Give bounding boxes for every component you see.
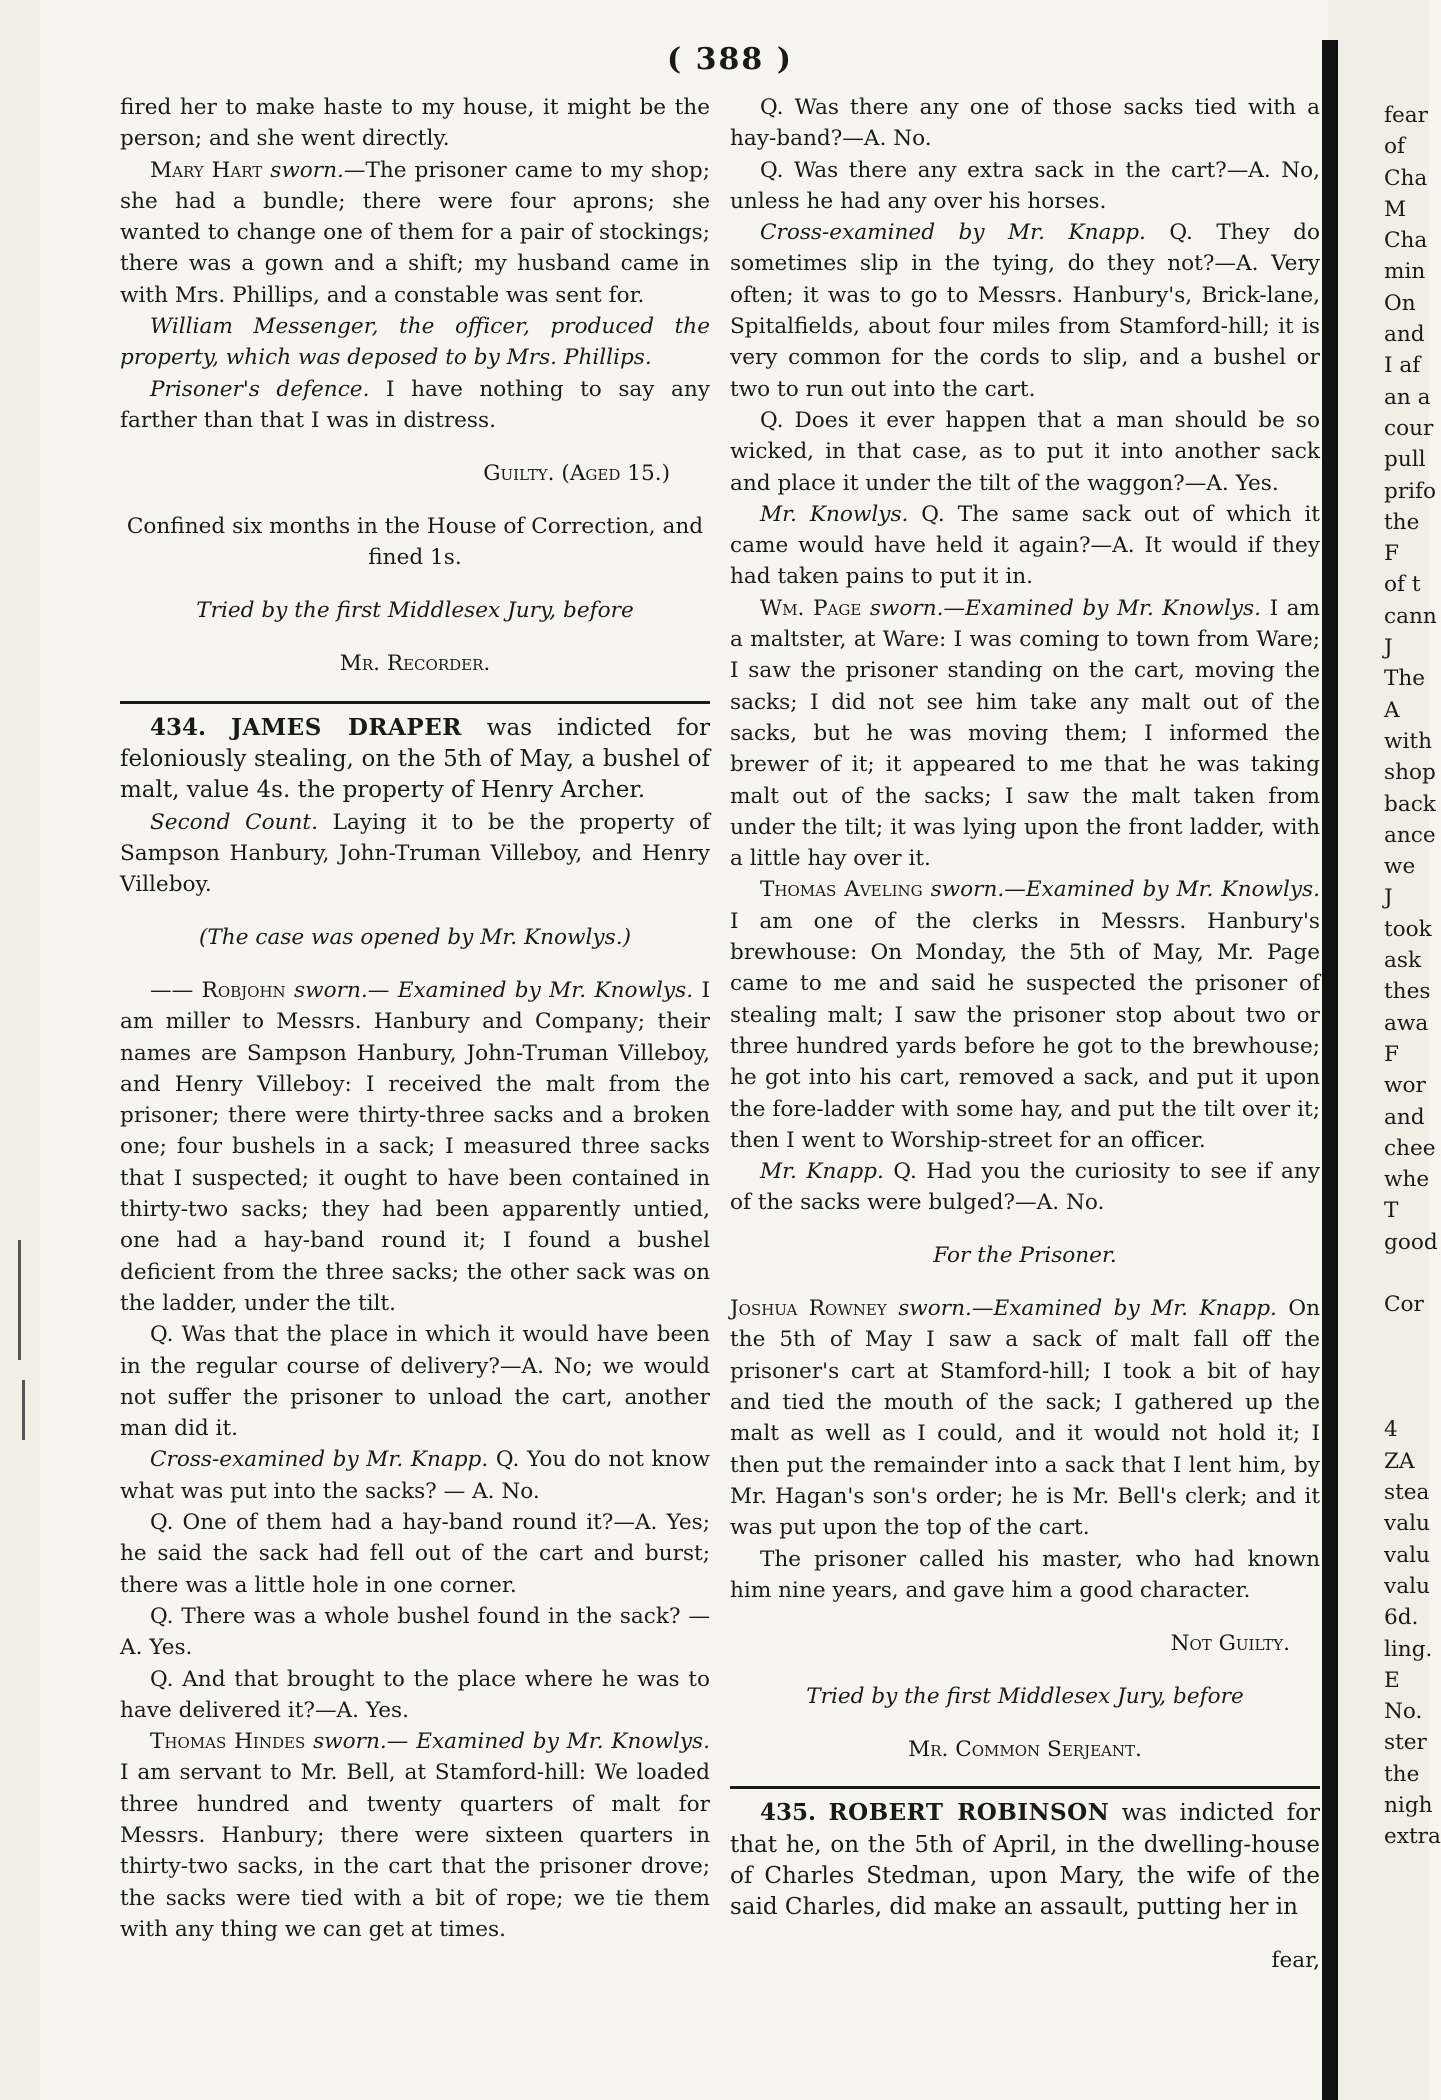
question-answer: Q. You do not know what was put into the sacks? — A. No. bbox=[120, 1447, 710, 1504]
sworn-label: sworn.— Examined by Mr. Knowlys. bbox=[305, 1729, 710, 1755]
paragraph: The prisoner called his master, who had known him nine years, and gave him a good character. bbox=[730, 1546, 1320, 1603]
case-opened-note: (The case was opened by Mr. Knowlys.) bbox=[198, 925, 632, 951]
edge-fragment: 4 bbox=[1384, 1417, 1398, 1443]
question-answer: Q. Was that the place in which it would have been in the regular course of delivery?—A. No; we would not suffer the prisoner to unload the cart, another man did it. bbox=[120, 1322, 710, 1442]
edge-fragment: thes bbox=[1384, 979, 1431, 1005]
witness-name: —— Robjohn bbox=[150, 977, 286, 1003]
tried-by: Tried by the first Middlesex Jury, before bbox=[196, 597, 634, 623]
testimony: I am servant to Mr. Bell, at Stamford-hill: We loaded three hundred and twenty quarters of malt for Messrs. Hanbury; there were sixteen quarters in thirty-two sacks, in the cart that the prisoner drove; the sacks were tied with a bit of rope; we tie them with any thing we can get at times. bbox=[120, 1760, 710, 1942]
section-rule bbox=[120, 701, 710, 704]
edge-fragment: ZA bbox=[1384, 1448, 1415, 1474]
facing-page-fragments bbox=[1384, 100, 1441, 1853]
paragraph bbox=[120, 1444, 710, 1507]
binding-shadow bbox=[1322, 40, 1338, 2100]
edge-fragment bbox=[1384, 1258, 1429, 1289]
edge-fragment: cann bbox=[1384, 603, 1437, 629]
case-number: 434. bbox=[150, 713, 207, 741]
case-heading bbox=[120, 712, 710, 807]
catchword: fear, bbox=[1271, 1948, 1320, 1974]
witness-name: Joshua Rowney bbox=[730, 1296, 887, 1322]
edge-fragment: ask bbox=[1384, 948, 1422, 974]
question-answer: Q. Had you the curiosity to see if any of the sacks were bulged?—A. No. bbox=[730, 1159, 1320, 1216]
sworn-label: sworn. bbox=[262, 157, 344, 183]
edge-mark bbox=[22, 1380, 25, 1440]
page-number: ( 388 ) bbox=[667, 42, 793, 77]
edge-fragment: cour bbox=[1384, 415, 1434, 441]
right-column bbox=[730, 92, 1320, 1998]
edge-fragment: an a bbox=[1384, 384, 1431, 410]
paragraph: William Messenger, the officer, produced the property, which was deposed to by Mrs. Phillips. bbox=[120, 314, 710, 371]
edge-fragment: ster bbox=[1384, 1730, 1427, 1756]
edge-fragment: No. bbox=[1384, 1699, 1423, 1725]
sentence: Confined six months in the House of Correction, and fined 1s. bbox=[126, 513, 704, 571]
case-number: 435. bbox=[760, 1799, 817, 1827]
edge-fragment: 6d. bbox=[1384, 1605, 1419, 1631]
indictment: was indicted for feloniously stealing, on the 5th of May, a bushel of malt, value 4s. the property of Henry Archer. bbox=[120, 714, 710, 804]
paragraph bbox=[730, 874, 1320, 1156]
edge-fragment bbox=[1384, 1321, 1429, 1352]
edge-fragment: of bbox=[1384, 134, 1405, 160]
edge-mark bbox=[18, 1240, 21, 1360]
paragraph bbox=[120, 975, 710, 1319]
question-answer: Q. Does it ever happen that a man should be so wicked, in that case, as to put it into another sack and place it under the tilt of the waggon?—A. Yes. bbox=[730, 407, 1320, 496]
edge-fragment: took bbox=[1384, 916, 1432, 942]
section-subheading: For the Prisoner. bbox=[933, 1243, 1117, 1269]
paragraph bbox=[120, 1726, 710, 1945]
edge-fragment: ance bbox=[1384, 822, 1436, 848]
edge-fragment: valu bbox=[1384, 1542, 1430, 1568]
defendant-name: ROBERT ROBINSON bbox=[828, 1799, 1110, 1827]
edge-fragment: ling. bbox=[1384, 1636, 1433, 1662]
paragraph bbox=[120, 155, 710, 311]
edge-fragment: of t bbox=[1384, 572, 1421, 598]
edge-fragment: F bbox=[1384, 1041, 1399, 1067]
count-label: Second Count. bbox=[150, 809, 318, 835]
tried-by: Tried by the first Middlesex Jury, before bbox=[806, 1683, 1244, 1709]
indictment: was indicted for that he, on the 5th of April, in the dwelling-house of Charles Stedman, upon Mary, the wife of the said Charles, did make an assault, putting her in bbox=[730, 1800, 1321, 1921]
paragraph bbox=[120, 807, 710, 901]
question-answer: Q. Was there any extra sack in the cart?—A. No, unless he had any over his horses. bbox=[730, 157, 1320, 214]
edge-fragment: valu bbox=[1384, 1511, 1430, 1537]
edge-fragment: valu bbox=[1384, 1573, 1430, 1599]
counsel-label: Mr. Knapp. bbox=[760, 1159, 884, 1185]
paragraph bbox=[730, 593, 1320, 875]
witness-name: Thomas Hindes bbox=[150, 1729, 306, 1755]
counsel-label: Mr. Knowlys. bbox=[760, 501, 909, 527]
edge-fragment: J bbox=[1384, 635, 1393, 661]
question-answer: Q. There was a whole bushel found in the sack? —A. Yes. bbox=[120, 1603, 710, 1661]
left-column bbox=[120, 92, 710, 1945]
section-rule bbox=[730, 1786, 1320, 1789]
cross-exam-label: Cross-examined by Mr. Knapp. bbox=[150, 1447, 489, 1473]
count-text: Laying it to be the property of Sampson Hanbury, John-Truman Villeboy, and Henry Villeboy. bbox=[120, 809, 711, 898]
cross-exam-label: Cross-examined by Mr. Knapp. bbox=[760, 220, 1146, 246]
edge-fragment: J bbox=[1384, 885, 1393, 911]
testimony: I am a maltster, at Ware: I was coming to town from Ware; I saw the prisoner standing on the cart, moving the sacks; I did not see him take any malt out of the sacks, but he was moving them; I informed the brewer of it; it appeared to me that he was taking malt out of the sacks; I saw the malt taken from under the tilt; it was lying upon the front ladder, with a little hay over it. bbox=[730, 595, 1321, 872]
edge-fragment: Cha bbox=[1384, 228, 1428, 254]
verdict: Not Guilty. bbox=[1170, 1630, 1290, 1656]
question-answer: Q. And that brought to the place where he was to have delivered it?—A. Yes. bbox=[120, 1666, 710, 1723]
paragraph bbox=[730, 1156, 1320, 1219]
sworn-label: sworn.—Examined by Mr. Knowlys. bbox=[861, 595, 1262, 621]
sworn-label: sworn.—Examined by Mr. Knapp. bbox=[886, 1296, 1277, 1322]
edge-fragment: I af bbox=[1384, 353, 1421, 379]
edge-fragment: E bbox=[1384, 1667, 1400, 1693]
defendant-name: JAMES DRAPER bbox=[231, 713, 462, 741]
edge-fragment: stea bbox=[1384, 1480, 1430, 1506]
question-answer: Q. The same sack out of which it came would have held it again?—A. It would if they had taken pains to put it in. bbox=[730, 501, 1320, 590]
edge-fragment: fear bbox=[1384, 103, 1428, 128]
verdict: Guilty. (Aged 15.) bbox=[483, 460, 670, 486]
judge: Mr. Common Serjeant. bbox=[908, 1736, 1142, 1762]
sworn-label: sworn.—Examined by Mr. Knowlys. bbox=[922, 877, 1321, 903]
edge-fragment: the bbox=[1384, 509, 1420, 535]
testimony: I am miller to Messrs. Hanbury and Company; their names are Sampson Hanbury, John-Truman Villeboy, and Henry Villeboy: I received the malt from the prisoner; there were thirty-three sacks and a broken one; four bushels in a sack; I measured three sacks that I suspected; it ought to have been contained in thirty-two sacks; they had been apparently untied, one had a hay-band round it; I found a bushel deficient from the three sacks; the other sack was on the ladder, under the tilt. bbox=[120, 977, 710, 1316]
edge-fragment: wor bbox=[1384, 1073, 1426, 1099]
edge-fragment: The bbox=[1384, 666, 1426, 692]
paragraph bbox=[120, 374, 710, 437]
paragraph bbox=[730, 1293, 1320, 1543]
edge-fragment: Cha bbox=[1384, 165, 1428, 191]
edge-fragment: the bbox=[1384, 1761, 1420, 1787]
edge-fragment: good bbox=[1384, 1229, 1438, 1255]
paragraph: fired her to make haste to my house, it might be the person; and she went directly. bbox=[120, 95, 710, 152]
testimony: I am one of the clerks in Messrs. Hanbury's brewhouse: On Monday, the 5th of May, Mr. Page came to me and said he suspected the prisoner of stealing malt; I saw the prisoner stop about two or three hundred yards before he got to the brewhouse; he got into his cart, removed a sack, and put it upon the fore-ladder with some hay, and put the tilt over it; then I went to Worship-street for an officer. bbox=[730, 908, 1320, 1153]
left-page-edge bbox=[0, 0, 40, 2100]
edge-fragment: T bbox=[1384, 1198, 1399, 1224]
edge-fragment: prifo bbox=[1384, 478, 1437, 504]
edge-fragment: min bbox=[1384, 259, 1426, 285]
edge-fragment: extra bbox=[1384, 1824, 1441, 1850]
defence-text: I have nothing to say any farther than that I was in distress. bbox=[120, 376, 711, 433]
defence-label: Prisoner's defence. bbox=[150, 376, 370, 402]
edge-fragment: and bbox=[1384, 322, 1425, 348]
judge: Mr. Recorder. bbox=[339, 650, 491, 676]
edge-fragment: and bbox=[1384, 1104, 1425, 1130]
edge-fragment: we bbox=[1384, 854, 1416, 880]
edge-fragment: pull bbox=[1384, 447, 1426, 473]
paragraph bbox=[730, 499, 1320, 593]
paragraph bbox=[730, 217, 1320, 405]
question-answer: Q. Was there any one of those sacks tied with a hay-band?—A. No. bbox=[730, 95, 1320, 152]
edge-fragment bbox=[1384, 1352, 1429, 1383]
question-answer: Q. They do sometimes slip in the tying, do they not?—A. Very often; it was to go to Messrs. Hanbury's, Brick-lane, Spitalfields, about four miles from Stamford-hill; it is very common for the cords to slip, and a bushel or two to run out into the cart. bbox=[730, 220, 1320, 402]
edge-fragment: A bbox=[1384, 697, 1400, 723]
witness-name: Mary Hart bbox=[150, 157, 263, 183]
edge-fragment: awa bbox=[1384, 1010, 1429, 1036]
edge-fragment: with bbox=[1384, 728, 1432, 754]
testimony: On the 5th of May I saw a sack of malt fall off the prisoner's cart at Stamford-hill; I took a bit of hay and tied the mouth of the sack; I gathered up the malt as well as I could, and it would not hold it; I then put the remainder into a sack that I lent him, by Mr. Hagan's son's order; he is Mr. Bell's clerk; and it was put upon the top of the cart. bbox=[730, 1296, 1320, 1541]
case-heading bbox=[730, 1797, 1320, 1923]
testimony: —The prisoner came to my shop; she had a bundle; there were four aprons; she wanted to change one of them for a pair of stockings; there was a gown and a shift; my husband came in with Mrs. Phillips, and a constable was sent for. bbox=[120, 157, 711, 308]
witness-name: Thomas Aveling bbox=[760, 877, 923, 903]
witness-name: Wm. Page bbox=[760, 595, 862, 621]
edge-fragment: chee bbox=[1384, 1135, 1436, 1161]
edge-fragment: On bbox=[1384, 290, 1416, 316]
edge-fragment bbox=[1384, 1383, 1429, 1414]
edge-fragment: shop bbox=[1384, 760, 1436, 786]
edge-fragment: back bbox=[1384, 791, 1436, 817]
sworn-label: sworn.— Examined by Mr. Knowlys. bbox=[285, 977, 694, 1003]
question-answer: Q. One of them had a hay-band round it?—A. Yes; he said the sack had fell out of the cart and burst; there was a little hole in one corner. bbox=[120, 1510, 710, 1598]
edge-fragment: F bbox=[1384, 541, 1399, 567]
edge-fragment: nigh bbox=[1384, 1793, 1433, 1819]
edge-fragment: Cor bbox=[1384, 1292, 1424, 1318]
edge-fragment: whe bbox=[1384, 1167, 1430, 1193]
edge-fragment: M bbox=[1384, 196, 1407, 222]
